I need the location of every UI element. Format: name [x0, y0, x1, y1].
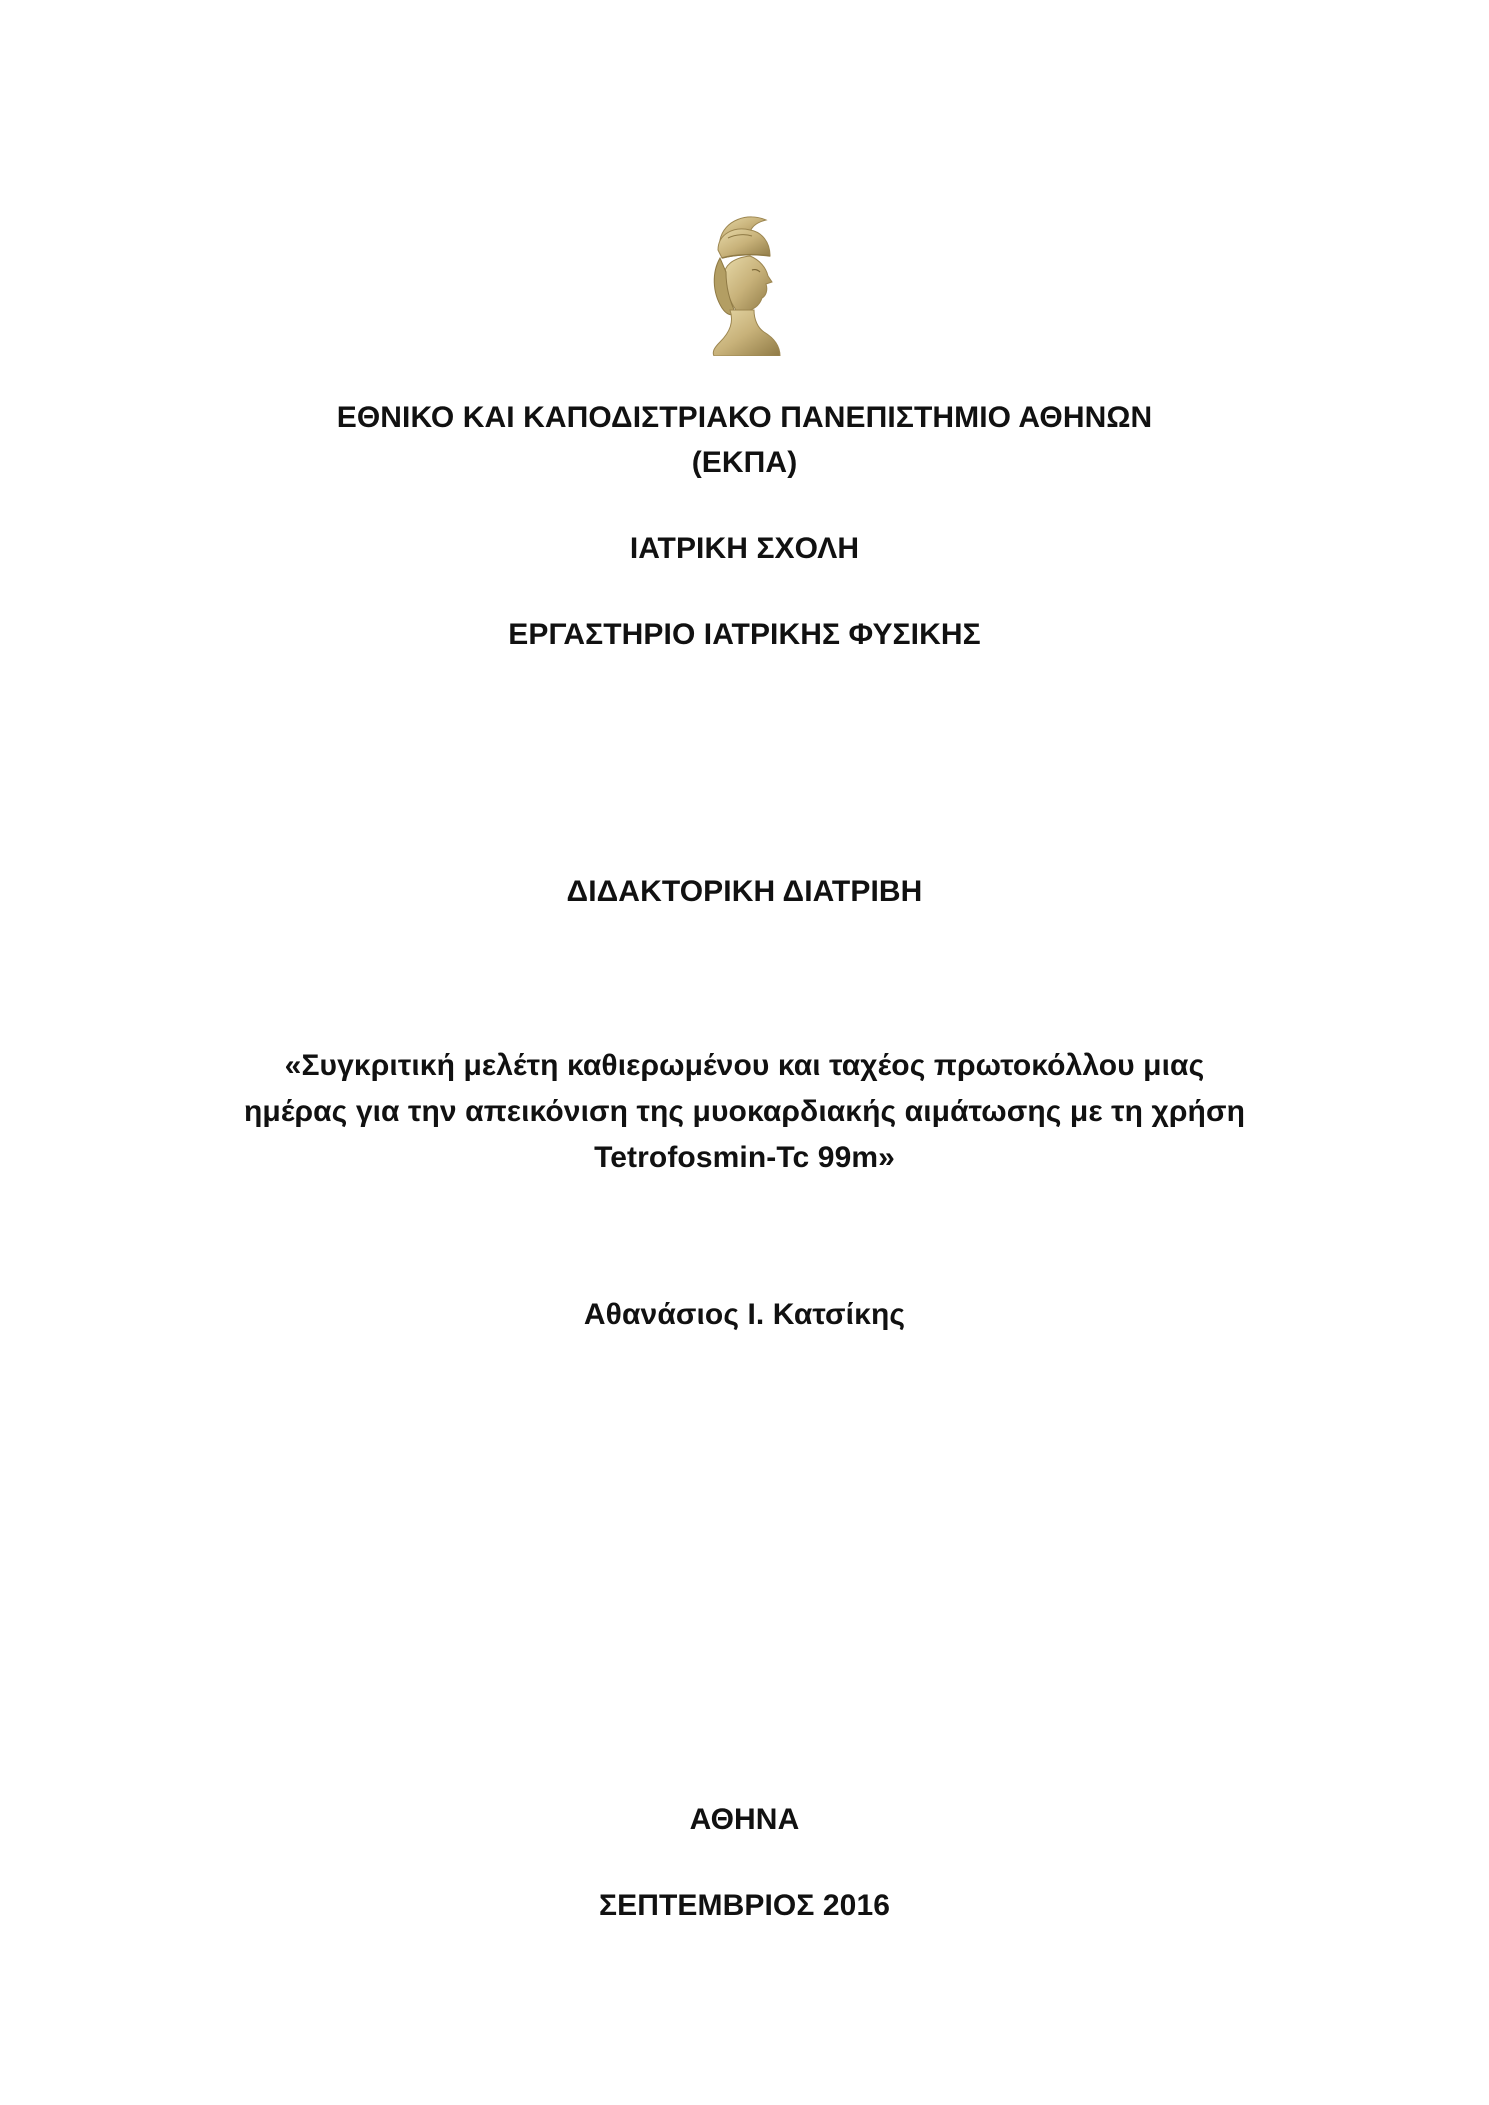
laboratory-name: ΕΡΓΑΣΤΗΡΙΟ ΙΑΤΡΙΚΗΣ ΦΥΣΙΚΗΣ — [508, 618, 981, 651]
date: ΣΕΠΤΕΜΒΡΙΟΣ 2016 — [598, 1889, 891, 1922]
thesis-title-line1: «Συγκριτική μελέτη καθιερωμένου και ταχέος πρωτοκόλλου μιας — [284, 1049, 1205, 1082]
thesis-title-line2: ημέρας για την απεικόνιση της μυοκαρδιακής αιμάτωσης με τη χρήση — [243, 1095, 1246, 1128]
document-type: ΔΙΔΑΚΤΟΡΙΚΗ ΔΙΑΤΡΙΒΗ — [566, 875, 923, 908]
author-name: Αθανάσιος Ι. Κατσίκης — [583, 1298, 906, 1331]
school-name: ΙΑΤΡΙΚΗ ΣΧΟΛΗ — [629, 532, 860, 565]
city: ΑΘΗΝΑ — [689, 1803, 800, 1836]
thesis-title-line3: Tetrofosmin-Tc 99m» — [594, 1141, 895, 1174]
institution-name-line2: (ΕΚΠΑ) — [691, 446, 798, 479]
athena-head-logo-icon — [700, 210, 788, 356]
institution-name-line1: ΕΘΝΙΚΟ ΚΑΙ ΚΑΠΟΔΙΣΤΡΙΑΚΟ ΠΑΝΕΠΙΣΤΗΜΙΟ ΑΘΗΝΩΝ — [336, 401, 1153, 434]
